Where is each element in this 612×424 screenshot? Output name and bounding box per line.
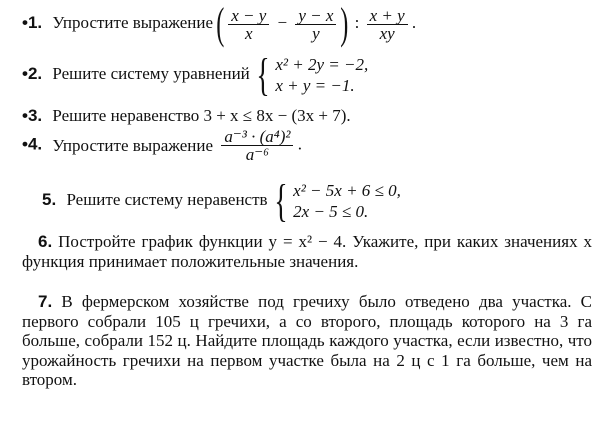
problem-3-marker: •3.	[22, 106, 43, 125]
problem-1-text: Упростите выражение	[52, 12, 214, 32]
fraction-1	[228, 7, 269, 42]
problem-3-text: Решите неравенство 3 + x ≤ 8x − (3x + 7).	[52, 106, 351, 125]
fraction-3	[367, 7, 408, 42]
problem-1-marker: •1.	[22, 12, 43, 32]
fraction-1-denominator: x	[228, 24, 269, 42]
problem-5	[42, 175, 401, 226]
left-paren: (	[216, 0, 225, 48]
equation-system	[275, 54, 368, 96]
problem-1	[22, 2, 416, 46]
minus-sign: −	[277, 12, 288, 32]
problem-6-text: Постройте график функции y = x² − 4. Укажите, при каких значениях x функция принимает положительные значения.	[22, 232, 592, 271]
fraction-3-numerator: x + y	[369, 5, 405, 25]
problem-4-text: Упростите выражение	[52, 135, 214, 155]
problem-7-text: В фермерском хозяйстве под гречиху было отведено два участка. С первого собрали 105 ц гречихи, а со второго, площадь которого на 3 га больше, собрали 152 ц. Найдите площадь каждого участка, если известно, что урожайность гречихи на первом участке была на 2 ц с 1 га больше, чем на втором.	[22, 292, 593, 389]
problem-5-text: Решите систему неравенств	[66, 189, 268, 209]
inequality-2: 2x − 5 ≤ 0.	[293, 202, 369, 221]
problem-3	[22, 106, 351, 126]
fraction-4	[221, 128, 293, 163]
problem-2-text: Решите систему уравнений	[52, 63, 250, 83]
fraction-2	[295, 7, 336, 42]
problem-5-marker: 5.	[42, 189, 57, 209]
colon-sign: :	[354, 12, 360, 32]
problem-7	[22, 292, 592, 390]
problem-6	[22, 232, 592, 271]
fraction-2-numerator: y − x	[298, 5, 334, 25]
inequality-brace: {	[274, 175, 288, 226]
problem-4	[22, 128, 302, 172]
fraction-2-denominator: y	[295, 24, 336, 42]
problem-4-marker: •4.	[22, 134, 43, 154]
equation-1: x² + 2y = −2,	[275, 55, 369, 74]
problem-6-marker: 6.	[38, 232, 53, 251]
fraction-4-denominator: a⁻⁶	[221, 145, 293, 163]
system-brace: {	[256, 49, 270, 100]
problem-2-marker: •2.	[22, 63, 43, 83]
inequality-1: x² − 5x + 6 ≤ 0,	[293, 181, 401, 200]
right-paren: )	[339, 0, 349, 48]
problem-1-end: .	[411, 12, 417, 32]
fraction-3-denominator: xy	[367, 24, 408, 42]
equation-2: x + y = −1.	[275, 76, 355, 95]
fraction-1-numerator: x − y	[231, 5, 267, 25]
problem-7-marker: 7.	[38, 292, 53, 311]
problem-4-end: .	[297, 134, 302, 154]
fraction-4-numerator: a⁻³ · (a⁴)²	[224, 127, 291, 146]
problem-2	[22, 49, 369, 100]
inequality-system	[293, 180, 401, 222]
